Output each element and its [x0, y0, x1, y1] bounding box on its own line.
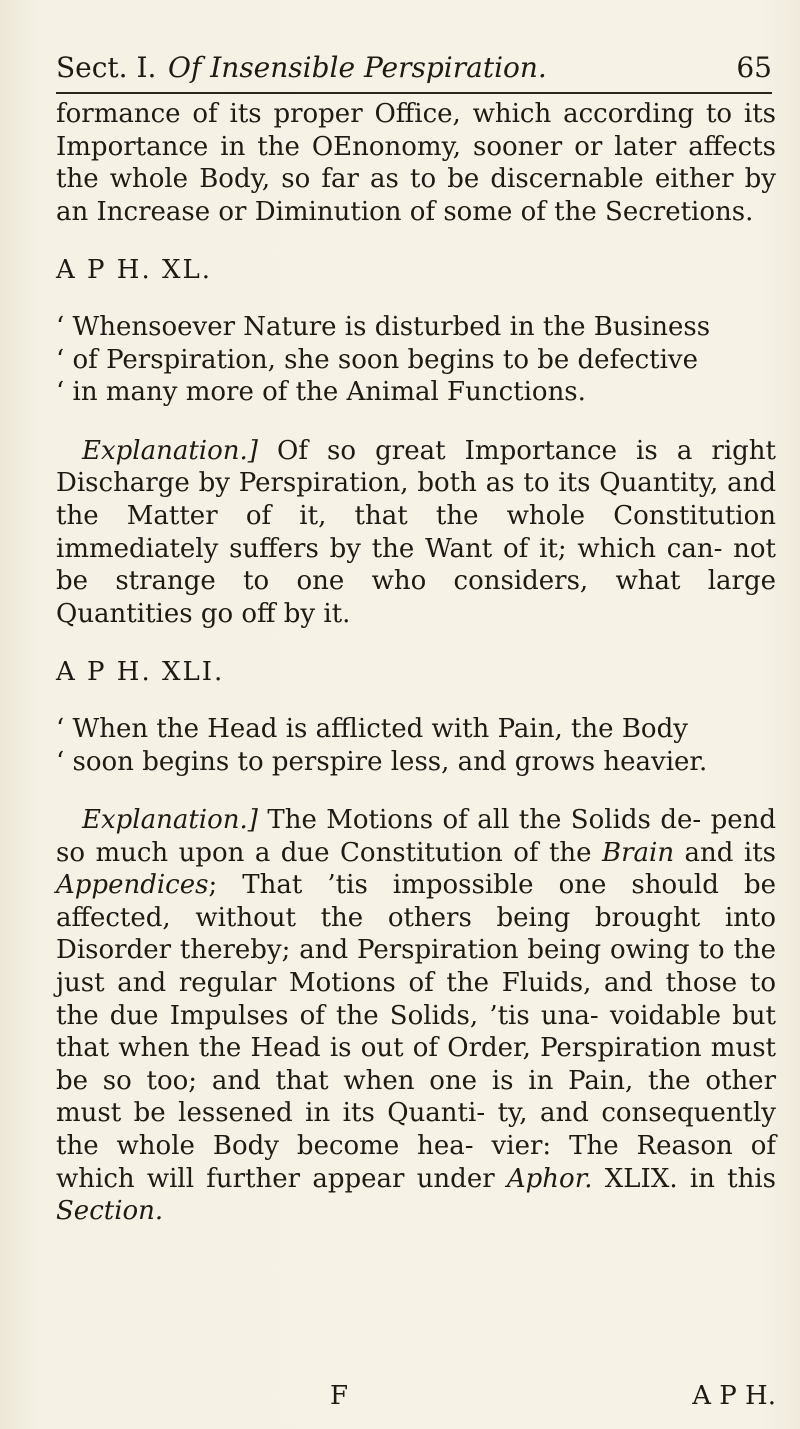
section-label: Sect. I. [56, 51, 157, 84]
catchword: A P H. [692, 1381, 776, 1411]
explanation-41-text: and its [674, 837, 776, 868]
aphorism-40-line: ‘ Whensoever Nature is disturbed in the Business [56, 311, 711, 342]
italic-term-appendices: Appendices [56, 870, 209, 901]
aphorism-41-line: ‘ soon begins to perspire less, and grows heavier. [56, 746, 708, 777]
signature-mark: F [330, 1381, 349, 1411]
explanation-41-text: The Motions of all the Solids de- pend so much upon a due Constitution of the [56, 805, 776, 868]
header-rule [56, 92, 772, 94]
continuation-paragraph [56, 98, 776, 228]
continuation-text: formance of its proper Office, which according to its Importance in the OEnonomy, sooner or later affects the whole Body, so far as to be discernable either by an Increase or Diminution of some of the Secretions. [56, 99, 776, 227]
explanation-40-text: Of so great Importance is a right Discharge by Perspiration, both as to its Quantity, and the Matter of it, that the whole Constitution immediately suffers by the Want of it; which can- not be strange to one who considers, what large Quantities go off by it. [56, 435, 776, 629]
aphorism-40-line: ‘ of Perspiration, she soon begins to be defective [56, 344, 698, 375]
explanation-40 [56, 435, 776, 631]
aphorism-41-line: ‘ When the Head is afflicted with Pain, the Body [56, 713, 688, 744]
aphorism-41-heading: A P H. XLI. [56, 657, 225, 688]
explanation-41-text: XLIX. in this [592, 1163, 776, 1194]
body-text [56, 98, 776, 1254]
aphorism-40-line: ‘ in many more of the Animal Functions. [56, 377, 586, 408]
explanation-41 [56, 804, 776, 1228]
aphorism-40-heading: A P H. XL. [56, 255, 213, 286]
aphorism-40-text [56, 311, 776, 409]
italic-term-aphor: Aphor. [506, 1163, 593, 1194]
page-number: 65 [736, 51, 772, 84]
running-head [56, 48, 772, 88]
italic-term-section: Section. [56, 1196, 164, 1227]
italic-term-brain: Brain [601, 837, 675, 868]
explanation-41-text: ; That ’tis impossible one should be affected, without the others being brought into Disorder thereby; and Perspiration being owing to the just and regular Motions of the Fluids, and those to the due Impulses of the Solids, ’tis una- voidable but that when the Head is out of Order, Perspiration must be so too; and that when one is in Pain, the other must be lessened in its Quanti- ty, and consequently the whole Body become hea- vier: The Reason of which will further appear under [56, 870, 776, 1194]
explanation-label: Explanation.] [82, 435, 258, 466]
page-title: Of Insensible Perspiration. [168, 51, 547, 84]
aphorism-41-text [56, 713, 776, 778]
explanation-label: Explanation.] [82, 805, 258, 836]
